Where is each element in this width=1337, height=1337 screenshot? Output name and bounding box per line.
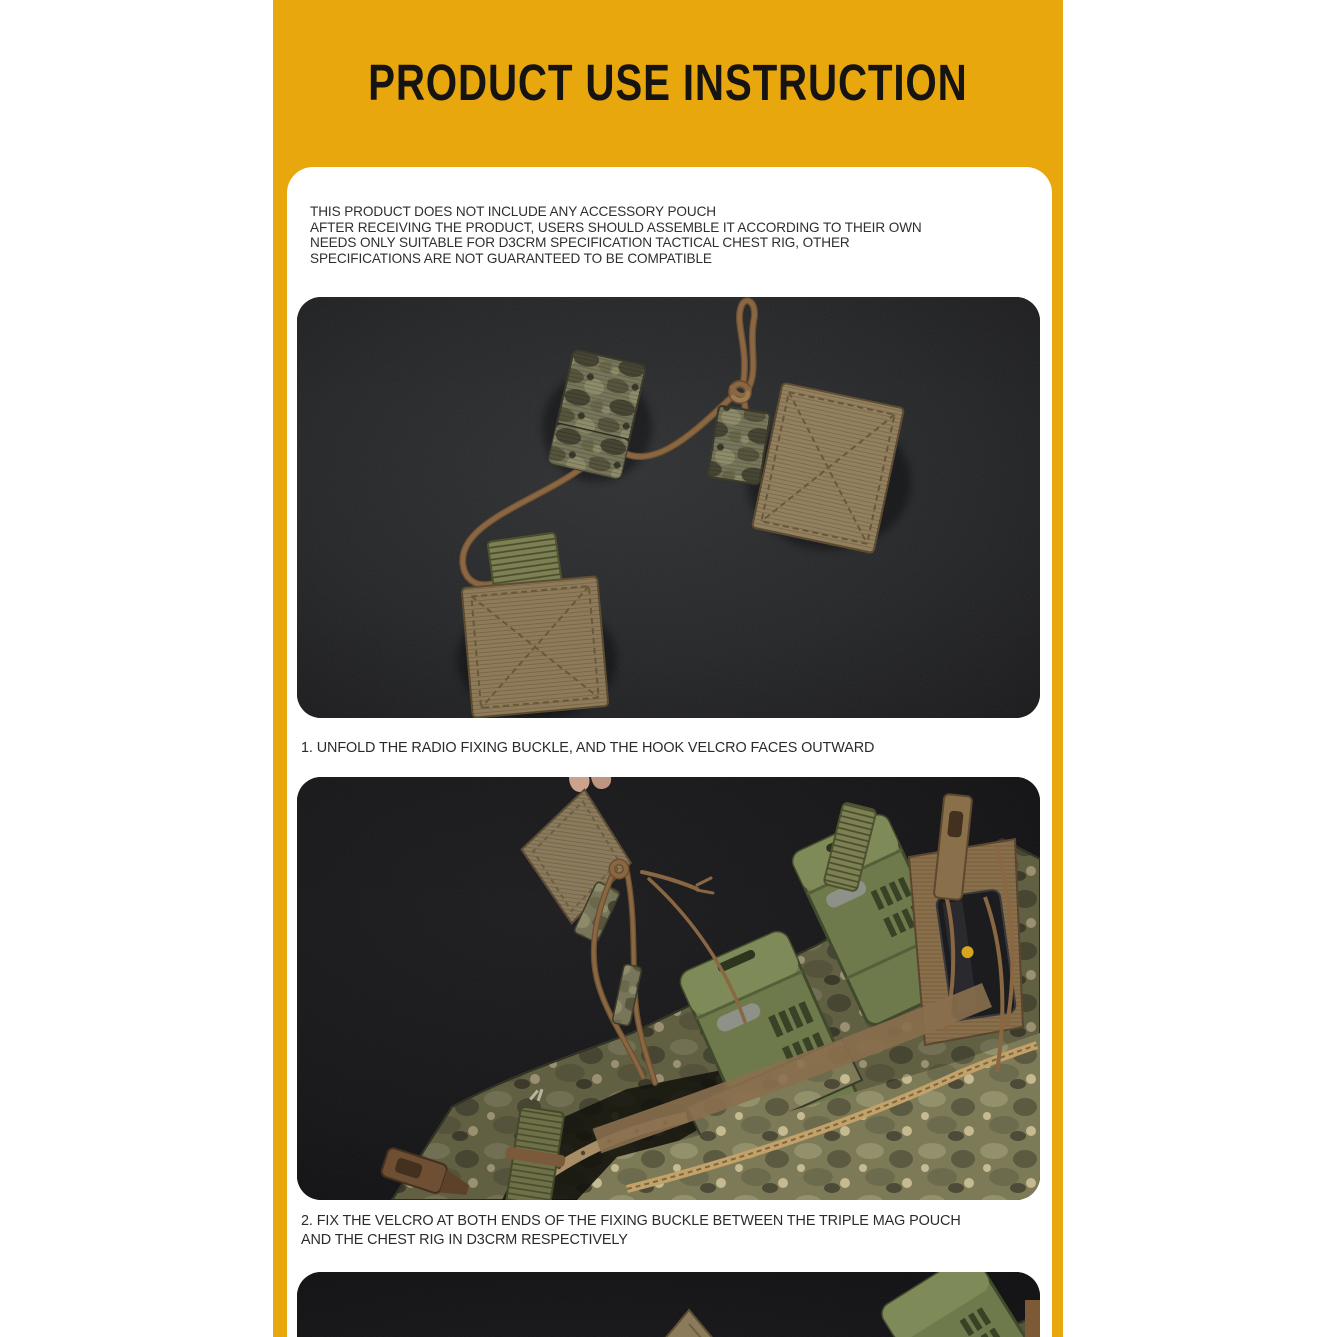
intro-line: NEEDS ONLY SUITABLE FOR D3CRM SPECIFICATION TACTICAL CHEST RIG, OTHER xyxy=(310,234,850,250)
caption-line: 1. UNFOLD THE RADIO FIXING BUCKLE, AND THE HOOK VELCRO FACES OUTWARD xyxy=(301,739,875,756)
film-grain xyxy=(297,297,1040,718)
header xyxy=(273,0,1063,167)
caption-line: AND THE CHEST RIG IN D3CRM RESPECTIVELY xyxy=(301,1230,628,1248)
content-card xyxy=(287,167,1052,1337)
pouch-edge xyxy=(1025,1300,1040,1337)
intro-paragraph xyxy=(310,204,941,266)
step-3-photo xyxy=(297,1272,1040,1337)
intro-line: THIS PRODUCT DOES NOT INCLUDE ANY ACCESSORY POUCH xyxy=(310,203,717,219)
step-2-photo xyxy=(297,777,1040,1200)
intro-line: SPECIFICATIONS ARE NOT GUARANTEED TO BE COMPATIBLE xyxy=(310,249,712,266)
step-1-photo xyxy=(297,297,1040,718)
step-1-caption xyxy=(301,739,898,758)
intro-line: AFTER RECEIVING THE PRODUCT, USERS SHOULD ASSEMBLE IT ACCORDING TO THEIR OWN xyxy=(310,218,922,235)
step-2-caption xyxy=(301,1212,988,1249)
page-title: PRODUCT USE INSTRUCTION xyxy=(368,55,968,112)
camo-strap xyxy=(708,405,771,484)
caption-line: 2. FIX THE VELCRO AT BOTH ENDS OF THE FIXING BUCKLE BETWEEN THE TRIPLE MAG POUCH xyxy=(301,1212,961,1229)
velcro-square-left xyxy=(462,576,609,717)
